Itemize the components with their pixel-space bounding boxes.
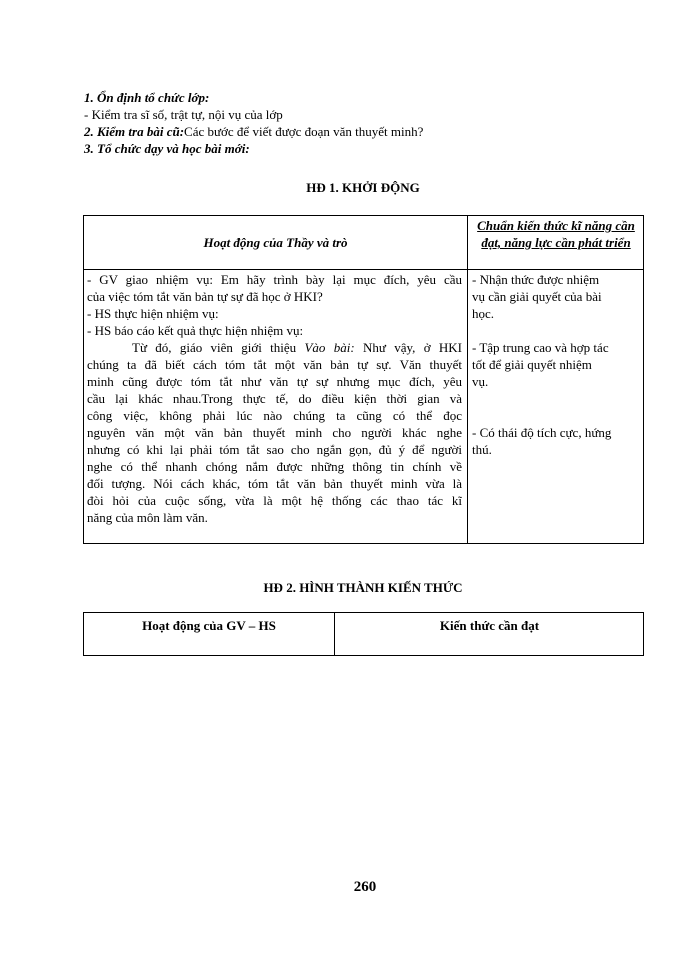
text-line: minh cũng được tóm tắt như văn tự sự nhưng mục đích, yêu <box>87 374 462 389</box>
text-line: thú. <box>472 442 492 457</box>
text-line: vụ. <box>472 374 489 389</box>
text-line: đối tượng. Nói cách khác, tóm tắt văn bản thuyết minh vừa là <box>87 476 462 491</box>
text-line: - Có thái độ tích cực, hứng <box>472 425 612 440</box>
hd1-table <box>83 215 644 544</box>
hd1-col2-header: Chuẩn kiến thức kĩ năng cần đạt, năng lực cần phát triển <box>477 218 635 250</box>
hd2-title: HĐ 2. HÌNH THÀNH KIẾN THỨC <box>263 580 463 595</box>
section-1-item: - Kiểm tra sĩ số, trật tự, nội vụ của lớp <box>84 107 283 122</box>
text-line: - Tập trung cao và hợp tác <box>472 340 609 355</box>
text-line: nguyên văn một văn bản thuyết minh cho người khác nghe <box>87 425 462 440</box>
section-2-title: 2. Kiểm tra bài cũ: <box>84 124 185 139</box>
text-line: tốt để giải quyết nhiệm <box>472 357 592 372</box>
text-line: - HS báo cáo kết quả thực hiện nhiệm vụ: <box>87 323 304 338</box>
text-line: cầu lại khác nhau.Trong thực tế, do điều kiện thời gian và <box>87 391 462 406</box>
text-line: nghe có thể nhanh chóng nắm được những thông tin chính về <box>87 459 462 474</box>
section-2-text: Các bước để viết được đoạn văn thuyết minh? <box>184 124 424 139</box>
page-number: 260 <box>353 879 377 895</box>
text-line <box>472 322 638 339</box>
hd1-col1-header: Hoạt động của Thầy và trò <box>203 235 348 250</box>
section-1-title: 1. Ổn định tổ chức lớp: <box>84 90 210 105</box>
section-3-title: 3. Tổ chức dạy và học bài mới: <box>84 141 250 156</box>
text-line <box>472 407 638 424</box>
text-line: Từ đó, giáo viên giới thiệu Vào bài: Như vậy, ở HKI <box>132 340 462 355</box>
text-line: - Nhận thức được nhiệm <box>472 272 600 287</box>
text-line: đòi hỏi của cuộc sống, vừa là một hệ thống các thao tác kĩ <box>87 493 462 508</box>
text-line: học. <box>472 306 495 321</box>
hd2-table <box>83 612 644 656</box>
text-line: vụ cần giải quyết của bài <box>472 289 602 304</box>
text-line: - GV giao nhiệm vụ: Em hãy trình bày lại mục đích, yêu cầu <box>87 272 462 287</box>
section-2 <box>84 123 423 140</box>
hd1-col1-body <box>87 271 462 526</box>
hd2-col2-header: Kiến thức cần đạt <box>439 618 540 633</box>
text-line <box>472 390 638 407</box>
text-line: của việc tóm tắt văn bản tự sự đã học ở HKI? <box>87 289 323 304</box>
hd1-col2-body <box>472 271 638 458</box>
text-line: năng của môn làm văn. <box>87 510 208 525</box>
hd1-title: HĐ 1. KHỞI ĐỘNG <box>306 180 420 195</box>
hd2-col1-header: Hoạt động của GV – HS <box>142 618 276 633</box>
text-line: công việc, không phải lúc nào chúng ta cũng có thể đọc <box>87 408 462 423</box>
text-line: - HS thực hiện nhiệm vụ: <box>87 306 219 321</box>
text-line: nhưng có khi lại phải tóm tắt sao cho ngắn gọn, đủ ý để người <box>87 442 462 457</box>
text-line: chúng ta đã biết cách tóm tắt một văn bản tự sự. Văn thuyết <box>87 357 462 372</box>
